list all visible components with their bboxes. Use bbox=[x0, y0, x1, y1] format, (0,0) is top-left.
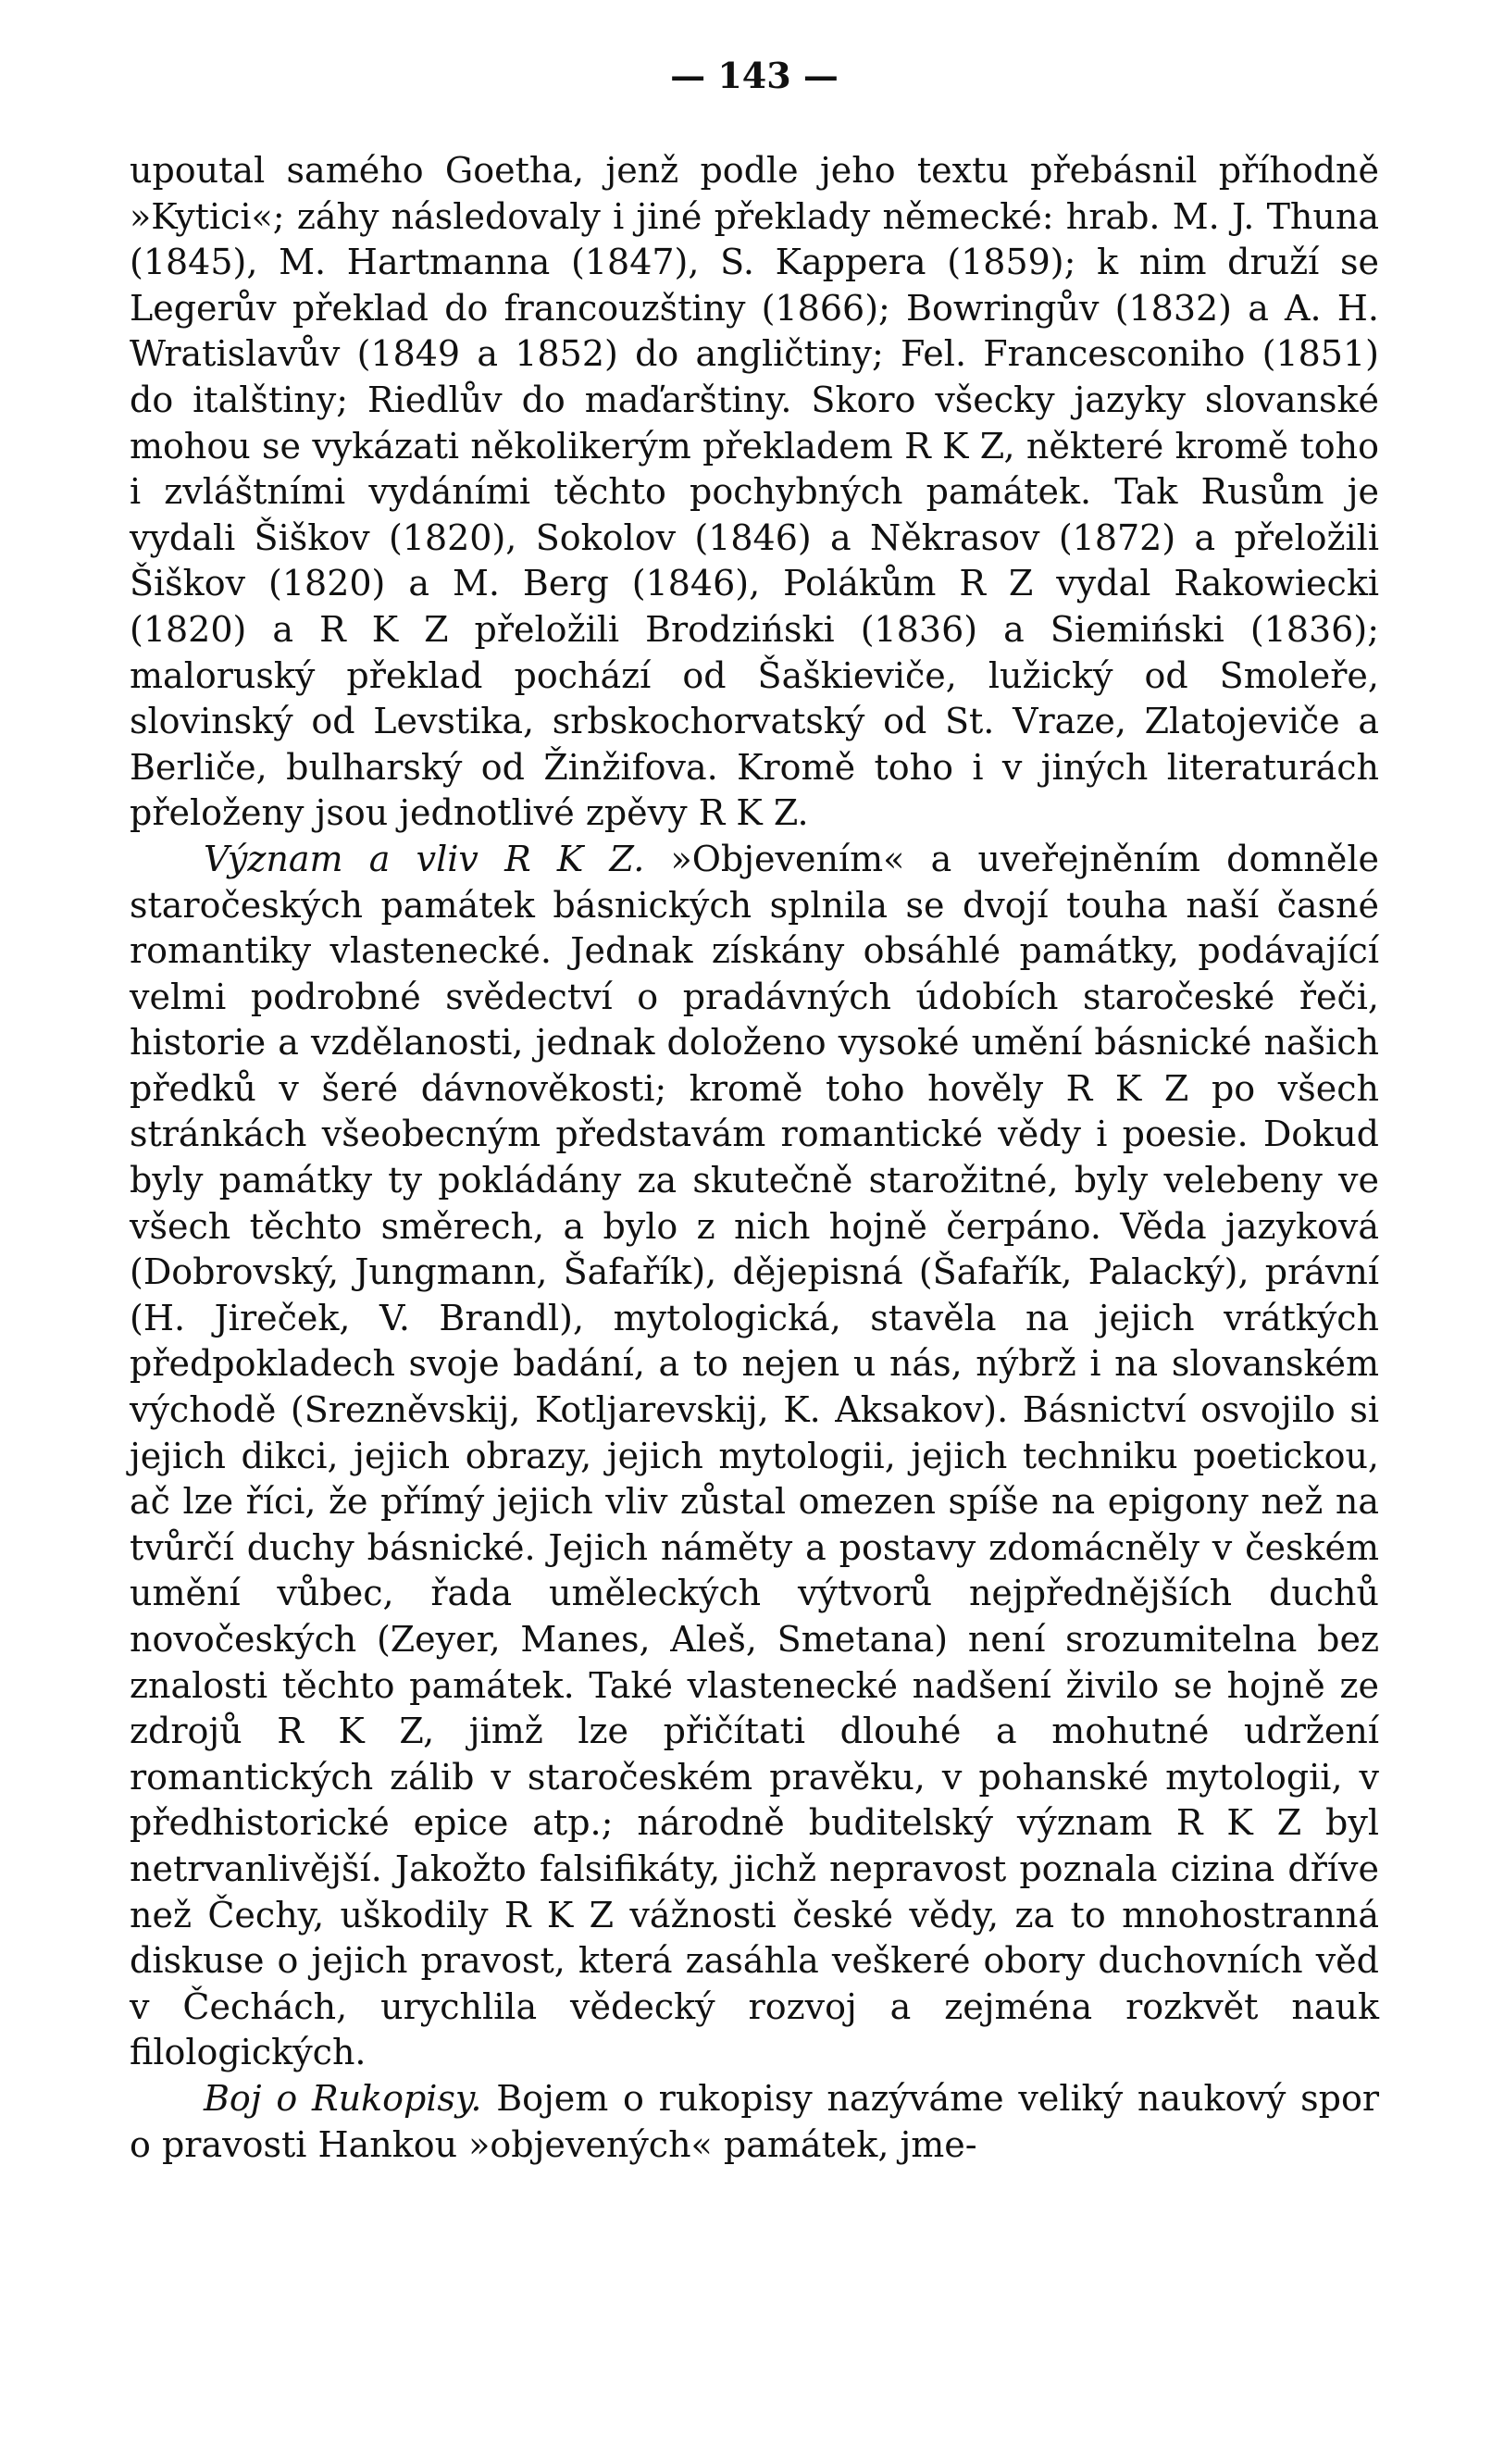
section-heading: Význam a vliv R K Z. bbox=[204, 838, 645, 879]
paragraph-text: Bojem o rukopisy nazýváme veliký naukový spor o pravosti Hankou »objevených« památek, jme- bbox=[130, 2077, 1379, 2165]
paragraph-translations bbox=[130, 148, 1379, 837]
paragraph-text: »Objevením« a uveřejněním domněle staročeských památek básnických splnila se dvojí touha naší časné romantiky vlastenecké. Jednak získány obsáhlé památky, podávající velmi podrobné svědectví o pradávných údobích staročeské řeči, historie a vzdělanosti, jednak doloženo vysoké umění básnické našich předků v šeré dávnověkosti; kromě toho hověly R K Z po všech stránkách všeobecným představám romantické vědy i poesie. Dokud byly památky ty pokládány za skutečně starožitné, byly velebeny ve všech těchto směrech, a bylo z nich hojně čerpáno. Věda jazyková (Dobrovský, Jungmann, Šafařík), dějepisná (Šafařík, Palacký), právní (H. Jireček, V. Brandl), mytologická, stavěla na jejich vrátkých předpokladech svoje badání, a to nejen u nás, nýbrž i na slovanském východě (Srezněvskij, Kotljarevskij, K. Aksakov). Básnictví osvojilo si jejich dikci, jejich obrazy, jejich mytologii, jejich techniku poetickou, ač lze říci, že přímý jejich vliv zůstal omezen spíše na epigony než na tvůrčí duchy básnické. Jejich náměty a postavy zdomácněly v českém umění vůbec, řada uměleckých výtvorů nejpřednějších duchů novočeských (Zeyer, Manes, Aleš, Smetana) není srozumitelna bez znalosti těchto památek. Také vlastenecké nadšení živilo se hojně ze zdrojů R K Z, jimž lze přičítati dlouhé a mohutné udržení romantických zálib v staročeském pravěku, v pohanské mytologii, v předhistorické epice atp.; národně buditelský význam R K Z byl netrvanlivější. Jakožto falsifikáty, jichž nepravost poznala cizina dříve než Čechy, uškodily R K Z vážnosti české vědy, za to mnohostranná diskuse o jejich pravost, která zasáhla veškeré obory duchovních věd v Čechách, urychlila vědecký rozvoj a zejména rozkvět nauk filologických. bbox=[130, 838, 1379, 2073]
paragraph-manuscript-dispute bbox=[130, 2076, 1379, 2168]
paragraph-significance bbox=[130, 837, 1379, 2076]
page-number: — 143 — bbox=[670, 55, 839, 96]
paragraph-text: upoutal samého Goetha, jenž podle jeho textu přebásnil příhodně »Kytici«; záhy následovaly i jiné překlady německé: hrab. M. J. Thuna (1845), M. Hartmanna (1847), S. Kappera (1859); k nim druží se Legerův překlad do francouzštiny (1866); Bowringův (1832) a A. H. Wratislavův (1849 a 1852) do angličtiny; Fel. Francesconiho (1851) do italštiny; Riedlův do maďarštiny. Skoro všecky jazyky slovanské mohou se vykázati několikerým překladem R K Z, některé kromě toho i zvláštními vydáními těchto pochybných památek. Tak Rusům je vydali Šiškov (1820), Sokolov (1846) a Někrasov (1872) a přeložili Šiškov (1820) a M. Berg (1846), Polákům R Z vydal Rakowiecki (1820) a R K Z přeložili Brodziński (1836) a Siemiński (1836); maloruský překlad pochází od Šaškieviče, lužický od Smoleře, slovinský od Levstika, srbskochorvatský od St. Vraze, Zlatojeviče a Berliče, bulharský od Žinžifova. Kromě toho i v jiných literaturách přeloženy jsou jednotlivé zpěvy R K Z. bbox=[130, 150, 1379, 834]
section-heading: Boj o Rukopisy. bbox=[204, 2077, 482, 2119]
book-page bbox=[130, 56, 1379, 2168]
